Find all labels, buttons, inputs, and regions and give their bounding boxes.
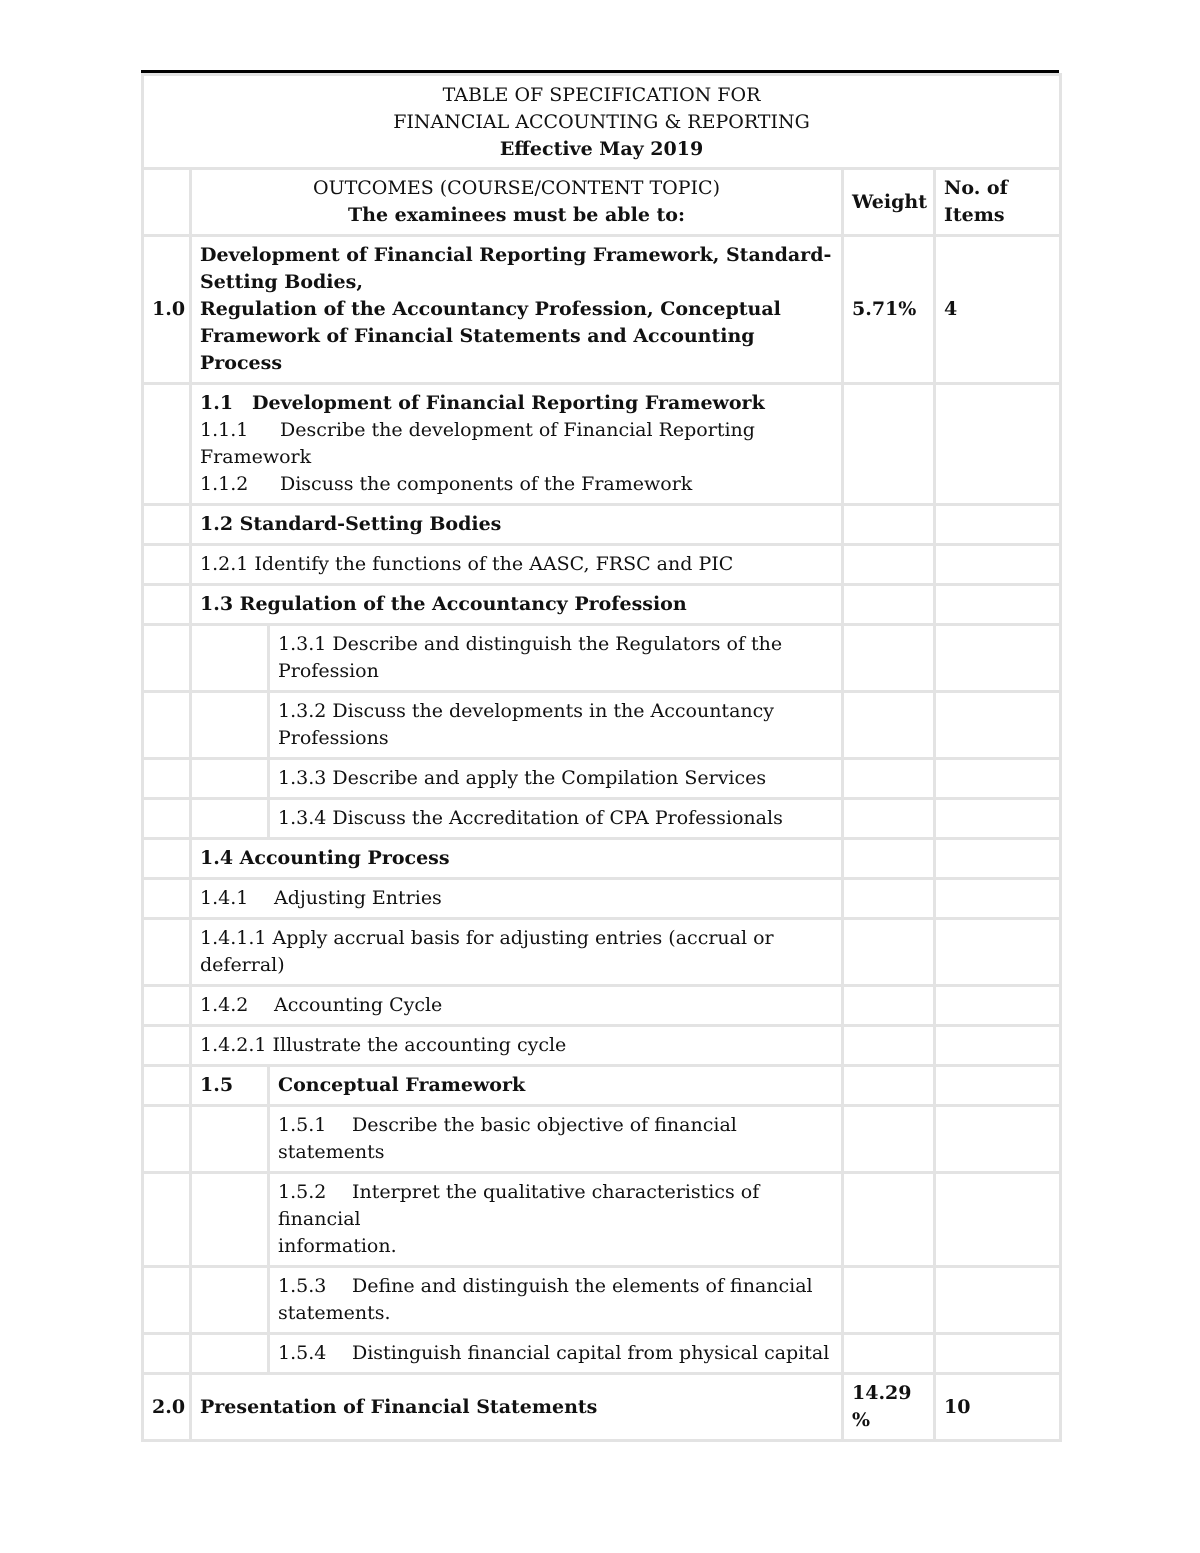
topic-heading [200, 390, 833, 417]
empty-cell [843, 879, 935, 919]
empty-cell [143, 759, 191, 799]
empty-cell [143, 799, 191, 839]
empty-cell [935, 919, 1061, 986]
outcome-cell [269, 1267, 843, 1334]
header-number-cell [143, 169, 191, 236]
outcome-text: Distinguish financial capital from physical capital [352, 1342, 830, 1364]
empty-cell [935, 692, 1061, 759]
section-title: Presentation of Financial Statements [191, 1374, 843, 1441]
outcome-row [143, 625, 1061, 692]
outcome-text: 1.3.1 Describe and distinguish the Regulators of the [278, 633, 783, 655]
outcome-row [143, 986, 1061, 1026]
empty-cell [191, 1334, 269, 1374]
outcome-text: Adjusting Entries [274, 887, 442, 909]
outcome-number: 1.1.2 [200, 473, 249, 495]
empty-cell [191, 625, 269, 692]
outcome-cell [269, 692, 843, 759]
header-items-line2: Items [944, 204, 1005, 226]
empty-cell [843, 839, 935, 879]
topic-heading: Conceptual Framework [269, 1066, 843, 1106]
outcome-item [200, 471, 833, 498]
header-outcomes-subtitle: The examinees must be able to: [348, 204, 685, 226]
empty-cell [143, 839, 191, 879]
empty-cell [191, 1267, 269, 1334]
empty-cell [143, 625, 191, 692]
topic-title: Development of Financial Reporting Framework [252, 392, 765, 414]
empty-cell [843, 692, 935, 759]
outcome-cell [269, 1334, 843, 1374]
section-weight-line2: % [852, 1409, 871, 1431]
empty-cell [935, 879, 1061, 919]
empty-cell [143, 505, 191, 545]
empty-cell [843, 545, 935, 585]
outcome-text: 1.4.2.1 Illustrate the accounting cycle [191, 1026, 843, 1066]
outcome-cell [191, 919, 843, 986]
outcome-row [143, 759, 1061, 799]
outcome-cell [191, 986, 843, 1026]
outcome-number: 1.5.2 [278, 1181, 327, 1203]
section-weight-cell [843, 1374, 935, 1441]
outcome-text: Discuss the components of the Framework [280, 473, 693, 495]
section-weight: 5.71% [843, 236, 935, 384]
header-weight: Weight [843, 169, 935, 236]
outcome-number: 1.1.1 [200, 419, 249, 441]
topic-cell [191, 384, 843, 505]
empty-cell [935, 1106, 1061, 1173]
empty-cell [843, 1334, 935, 1374]
section-items: 4 [935, 236, 1061, 384]
outcome-row [143, 1334, 1061, 1374]
outcome-text: 1.4.1.1 Apply accrual basis for adjusting entries (accrual or [200, 927, 774, 949]
outcome-text-continued: Professions [278, 727, 389, 749]
topic-row [143, 505, 1061, 545]
outcome-cell [191, 879, 843, 919]
empty-cell [843, 1267, 935, 1334]
empty-cell [143, 1026, 191, 1066]
empty-cell [935, 1173, 1061, 1267]
empty-cell [843, 986, 935, 1026]
empty-cell [143, 879, 191, 919]
outcome-item [200, 417, 833, 444]
section-number: 2.0 [143, 1374, 191, 1441]
outcome-text: Accounting Cycle [274, 994, 443, 1016]
outcome-row [143, 692, 1061, 759]
empty-cell [143, 585, 191, 625]
outcome-row [143, 1106, 1061, 1173]
header-outcomes-title: OUTCOMES (COURSE/CONTENT TOPIC) [313, 177, 720, 199]
header-outcomes-cell [191, 169, 843, 236]
section-title-line: Regulation of the Accountancy Profession, Conceptual [200, 298, 781, 320]
topic-number: 1.1 [200, 392, 234, 414]
empty-cell [143, 1267, 191, 1334]
empty-cell [843, 505, 935, 545]
outcome-cell [269, 1173, 843, 1267]
section-items: 10 [935, 1374, 1061, 1441]
outcome-text: 1.2.1 Identify the functions of the AASC, FRSC and PIC [191, 545, 843, 585]
empty-cell [143, 545, 191, 585]
title-cell [143, 75, 1061, 169]
section-title-cell [191, 236, 843, 384]
outcome-row [143, 799, 1061, 839]
title-row [143, 75, 1061, 169]
empty-cell [935, 759, 1061, 799]
topic-row [143, 839, 1061, 879]
outcome-number: 1.4.1 [200, 887, 249, 909]
empty-cell [143, 919, 191, 986]
empty-cell [843, 384, 935, 505]
section-weight-line1: 14.29 [852, 1382, 912, 1404]
outcome-item [278, 1112, 833, 1139]
empty-cell [935, 839, 1061, 879]
outcome-text-continued: deferral) [200, 954, 285, 976]
topic-heading: 1.2 Standard-Setting Bodies [191, 505, 843, 545]
outcome-row [143, 1267, 1061, 1334]
section-row-1 [143, 236, 1061, 384]
outcome-text-continued: statements. [278, 1302, 391, 1324]
empty-cell [935, 505, 1061, 545]
header-row [143, 169, 1061, 236]
outcome-cell [269, 1106, 843, 1173]
outcome-row [143, 545, 1061, 585]
outcome-number: 1.4.2 [200, 994, 249, 1016]
empty-cell [935, 625, 1061, 692]
empty-cell [935, 585, 1061, 625]
outcome-text: Define and distinguish the elements of financial [352, 1275, 813, 1297]
empty-cell [935, 799, 1061, 839]
empty-cell [191, 799, 269, 839]
empty-cell [191, 1173, 269, 1267]
topic-row [143, 1066, 1061, 1106]
specification-table [141, 73, 1062, 1442]
topic-heading: 1.4 Accounting Process [191, 839, 843, 879]
section-number: 1.0 [143, 236, 191, 384]
empty-cell [843, 919, 935, 986]
outcome-text: Interpret the qualitative characteristics of financial [278, 1181, 760, 1230]
empty-cell [143, 1173, 191, 1267]
outcome-row [143, 879, 1061, 919]
empty-cell [935, 1334, 1061, 1374]
empty-cell [843, 585, 935, 625]
title-line-2: FINANCIAL ACCOUNTING & REPORTING [393, 111, 810, 133]
empty-cell [935, 1066, 1061, 1106]
outcome-cell [269, 625, 843, 692]
empty-cell [143, 1066, 191, 1106]
outcome-text: Describe the development of Financial Reporting [280, 419, 755, 441]
empty-cell [843, 625, 935, 692]
section-row-2 [143, 1374, 1061, 1441]
outcome-number: 1.5.3 [278, 1275, 327, 1297]
title-line-1: TABLE OF SPECIFICATION FOR [442, 84, 761, 106]
empty-cell [843, 1066, 935, 1106]
topic-row [143, 585, 1061, 625]
outcome-row [143, 1026, 1061, 1066]
empty-cell [843, 799, 935, 839]
outcome-number: 1.5.4 [278, 1342, 327, 1364]
outcome-item [278, 1179, 833, 1233]
outcome-text: 1.3.2 Discuss the developments in the Accountancy [278, 700, 775, 722]
empty-cell [143, 384, 191, 505]
empty-cell [935, 384, 1061, 505]
outcome-text-continued: Profession [278, 660, 379, 682]
empty-cell [191, 759, 269, 799]
outcome-text: 1.3.4 Discuss the Accreditation of CPA Professionals [269, 799, 843, 839]
empty-cell [935, 1267, 1061, 1334]
empty-cell [191, 1106, 269, 1173]
empty-cell [935, 545, 1061, 585]
empty-cell [843, 1026, 935, 1066]
outcome-text-continued: Framework [200, 446, 312, 468]
section-title-line: Development of Financial Reporting Framework, Standard- [200, 244, 832, 266]
outcome-text-continued: information. [278, 1235, 397, 1257]
header-items-cell [935, 169, 1061, 236]
outcome-text: 1.3.3 Describe and apply the Compilation Services [269, 759, 843, 799]
header-items-line1: No. of [944, 177, 1008, 199]
empty-cell [143, 1334, 191, 1374]
title-effective-date: Effective May 2019 [499, 138, 704, 160]
empty-cell [143, 692, 191, 759]
section-title-line: Setting Bodies, [200, 271, 363, 293]
empty-cell [143, 986, 191, 1026]
section-title-line: Framework of Financial Statements and Accounting Process [200, 325, 755, 374]
empty-cell [843, 1173, 935, 1267]
empty-cell [143, 1106, 191, 1173]
empty-cell [843, 759, 935, 799]
empty-cell [191, 692, 269, 759]
empty-cell [935, 1026, 1061, 1066]
outcome-item [278, 1273, 833, 1300]
outcome-number: 1.5.1 [278, 1114, 327, 1136]
empty-cell [843, 1106, 935, 1173]
outcome-row [143, 1173, 1061, 1267]
empty-cell [935, 986, 1061, 1026]
outcome-text-continued: statements [278, 1141, 385, 1163]
topic-row [143, 384, 1061, 505]
topic-heading: 1.3 Regulation of the Accountancy Profession [191, 585, 843, 625]
topic-number: 1.5 [191, 1066, 269, 1106]
outcome-text: Describe the basic objective of financial [352, 1114, 737, 1136]
outcome-row [143, 919, 1061, 986]
